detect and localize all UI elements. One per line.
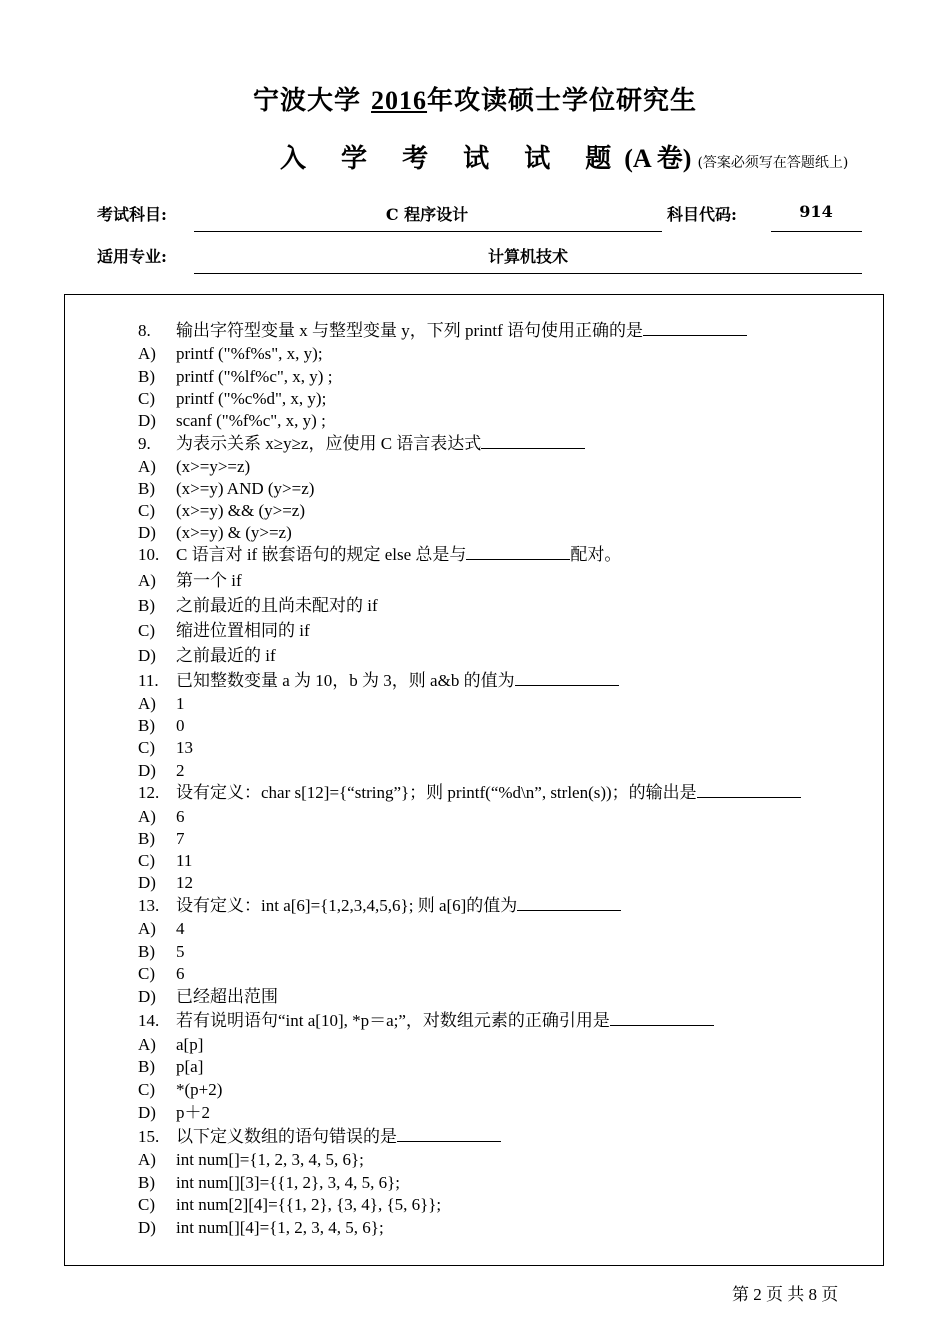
code-underline (771, 231, 862, 232)
option-text: 12 (176, 873, 193, 892)
answer-blank (697, 782, 801, 798)
option-text: int num[][3]={{1, 2}, 3, 4, 5, 6}; (176, 1173, 401, 1192)
question-number: 9. (138, 434, 151, 453)
exam-year: 2016 (371, 86, 428, 115)
subject-underline (194, 231, 662, 232)
answer-blank (515, 670, 619, 686)
option-text: 缩进位置相同的 if (176, 621, 310, 640)
option-label: B) (138, 942, 155, 961)
option-text: int num[][4]={1, 2, 3, 4, 5, 6}; (176, 1218, 384, 1237)
question-text: 设有定义：char s[12]={“string”}；则 printf(“%d\n”, strlen(s))；的输出是 (176, 783, 697, 802)
option-row (138, 522, 292, 544)
option-label: C) (138, 964, 155, 983)
option-label: D) (138, 1103, 156, 1122)
option-label: C) (138, 738, 155, 757)
question-number: 14. (138, 1011, 160, 1030)
option-label: B) (138, 716, 155, 735)
option-row (138, 1149, 364, 1171)
question-text: 若有说明语句“int a[10], *p＝a;”，对数组元素的正确引用是 (176, 1011, 610, 1030)
option-text: a[p] (176, 1035, 204, 1054)
option-row (138, 872, 193, 894)
university-name: 宁波大学 (252, 86, 361, 116)
question-text: 为表示关系 x≥y≥z，应使用 C 语言表达式 (176, 434, 482, 453)
option-row (138, 963, 185, 985)
exam-title: 入 学 考 试 试 题 (280, 144, 625, 174)
option-text: 5 (176, 942, 185, 961)
question-row (138, 320, 747, 342)
option-row (138, 1172, 400, 1194)
option-label: B) (138, 479, 155, 498)
option-label: C) (138, 851, 155, 870)
question-text: 设有定义：int a[6]={1,2,3,4,5,6}; 则 a[6]的值为 (176, 896, 518, 915)
option-row (138, 456, 250, 478)
option-text: *(p+2) (176, 1080, 223, 1099)
code-label: 科目代码: (667, 205, 737, 224)
option-row (138, 620, 310, 642)
option-row (138, 343, 323, 365)
option-label: C) (138, 1195, 155, 1214)
question-row (138, 782, 801, 804)
answer-blank (610, 1010, 714, 1026)
option-row (138, 737, 193, 759)
question-text: 以下定义数组的语句错误的是 (176, 1127, 397, 1146)
option-label: D) (138, 987, 156, 1006)
option-text: 2 (176, 761, 185, 780)
option-label: A) (138, 1035, 156, 1054)
option-row (138, 918, 185, 940)
option-text: (x>=y) & (y>=z) (176, 523, 292, 542)
option-label: B) (138, 829, 155, 848)
option-row (138, 715, 185, 737)
option-row (138, 1056, 203, 1078)
question-row (138, 895, 621, 917)
question-text: C 语言对 if 嵌套语句的规定 else 总是与 (176, 545, 467, 564)
option-text: 11 (176, 851, 193, 870)
major-label: 适用专业: (97, 247, 167, 266)
question-number: 12. (138, 783, 160, 802)
major-underline (194, 273, 862, 274)
option-label: D) (138, 646, 156, 665)
option-label: C) (138, 389, 155, 408)
option-label: A) (138, 1150, 156, 1169)
code-value: 914 (799, 202, 833, 221)
option-label: C) (138, 1080, 155, 1099)
option-row (138, 366, 332, 388)
subject-label: 考试科目: (97, 205, 167, 224)
option-text: (x>=y) && (y>=z) (176, 501, 305, 520)
option-text: 已经超出范围 (176, 987, 278, 1006)
option-row (138, 410, 326, 432)
option-row (138, 1102, 210, 1124)
question-number: 15. (138, 1127, 160, 1146)
option-label: A) (138, 919, 156, 938)
option-text: 13 (176, 738, 193, 757)
option-row (138, 941, 185, 963)
option-text: int num[2][4]={{1, 2}, {3, 4}, {5, 6}}; (176, 1195, 442, 1214)
question-row (138, 670, 619, 692)
option-text: printf ("%lf%c", x, y) ; (176, 367, 333, 386)
option-text: 6 (176, 807, 185, 826)
answer-blank (517, 895, 621, 911)
option-label: D) (138, 761, 156, 780)
option-row (138, 1079, 222, 1101)
option-text: int num[]={1, 2, 3, 4, 5, 6}; (176, 1150, 364, 1169)
page-number: 第 2 页 共 8 页 (732, 1285, 839, 1304)
option-text: 7 (176, 829, 185, 848)
answer-blank (397, 1126, 501, 1142)
option-label: D) (138, 873, 156, 892)
option-label: A) (138, 571, 156, 590)
question-number: 10. (138, 545, 160, 564)
option-row (138, 760, 185, 782)
question-row (138, 433, 585, 455)
answer-note: (答案必须写在答题纸上) (697, 155, 849, 171)
option-text: 第一个 if (176, 571, 242, 590)
option-row (138, 1217, 384, 1239)
option-text: 1 (176, 694, 185, 713)
option-row (138, 986, 278, 1008)
option-text: scanf ("%f%c", x, y) ; (176, 411, 326, 430)
paper-version: (A 卷) (624, 144, 692, 173)
option-row (138, 388, 326, 410)
option-label: D) (138, 411, 156, 430)
option-label: D) (138, 1218, 156, 1237)
option-row (138, 1194, 441, 1216)
option-text: 4 (176, 919, 185, 938)
option-row (138, 693, 185, 715)
option-label: C) (138, 501, 155, 520)
option-label: A) (138, 807, 156, 826)
option-text: (x>=y>=z) (176, 457, 251, 476)
option-label: B) (138, 596, 155, 615)
option-text: printf ("%f%s", x, y); (176, 344, 323, 363)
option-row (138, 570, 242, 592)
option-text: 之前最近的 if (176, 646, 276, 665)
option-label: B) (138, 1057, 155, 1076)
question-text: 输出字符型变量 x 与整型变量 y，下列 printf 语句使用正确的是 (176, 321, 644, 340)
subject-value: C 程序设计 (385, 205, 469, 224)
option-label: B) (138, 367, 155, 386)
option-label: C) (138, 621, 155, 640)
option-row (138, 1034, 203, 1056)
option-row (138, 645, 276, 667)
exam-title-line1 (0, 80, 950, 117)
option-label: A) (138, 457, 156, 476)
option-text: 0 (176, 716, 185, 735)
option-row (138, 850, 192, 872)
question-suffix: 配对。 (570, 545, 622, 564)
option-text: p[a] (176, 1057, 204, 1076)
question-text: 已知整数变量 a 为 10，b 为 3，则 a&b 的值为 (176, 671, 515, 690)
option-text: p＋2 (176, 1103, 210, 1122)
option-text: 之前最近的且尚未配对的 if (176, 596, 378, 615)
exam-title-line2 (280, 138, 848, 175)
option-label: A) (138, 694, 156, 713)
answer-blank (643, 320, 747, 336)
question-row (138, 1010, 714, 1032)
option-text: printf ("%c%d", x, y); (176, 389, 327, 408)
option-label: D) (138, 523, 156, 542)
answer-blank (481, 433, 585, 449)
question-row (138, 544, 621, 566)
option-row (138, 828, 185, 850)
option-row (138, 478, 314, 500)
major-value: 计算机技术 (487, 247, 568, 266)
option-row (138, 595, 378, 617)
answer-blank (466, 544, 570, 560)
question-number: 11. (138, 671, 159, 690)
option-row (138, 500, 305, 522)
title-rest: 年攻读硕士学位研究生 (427, 86, 698, 116)
option-label: A) (138, 344, 156, 363)
question-number: 13. (138, 896, 160, 915)
option-text: 6 (176, 964, 185, 983)
option-label: B) (138, 1173, 155, 1192)
question-number: 8. (138, 321, 151, 340)
option-row (138, 806, 185, 828)
option-text: (x>=y) AND (y>=z) (176, 479, 315, 498)
question-row (138, 1126, 501, 1148)
